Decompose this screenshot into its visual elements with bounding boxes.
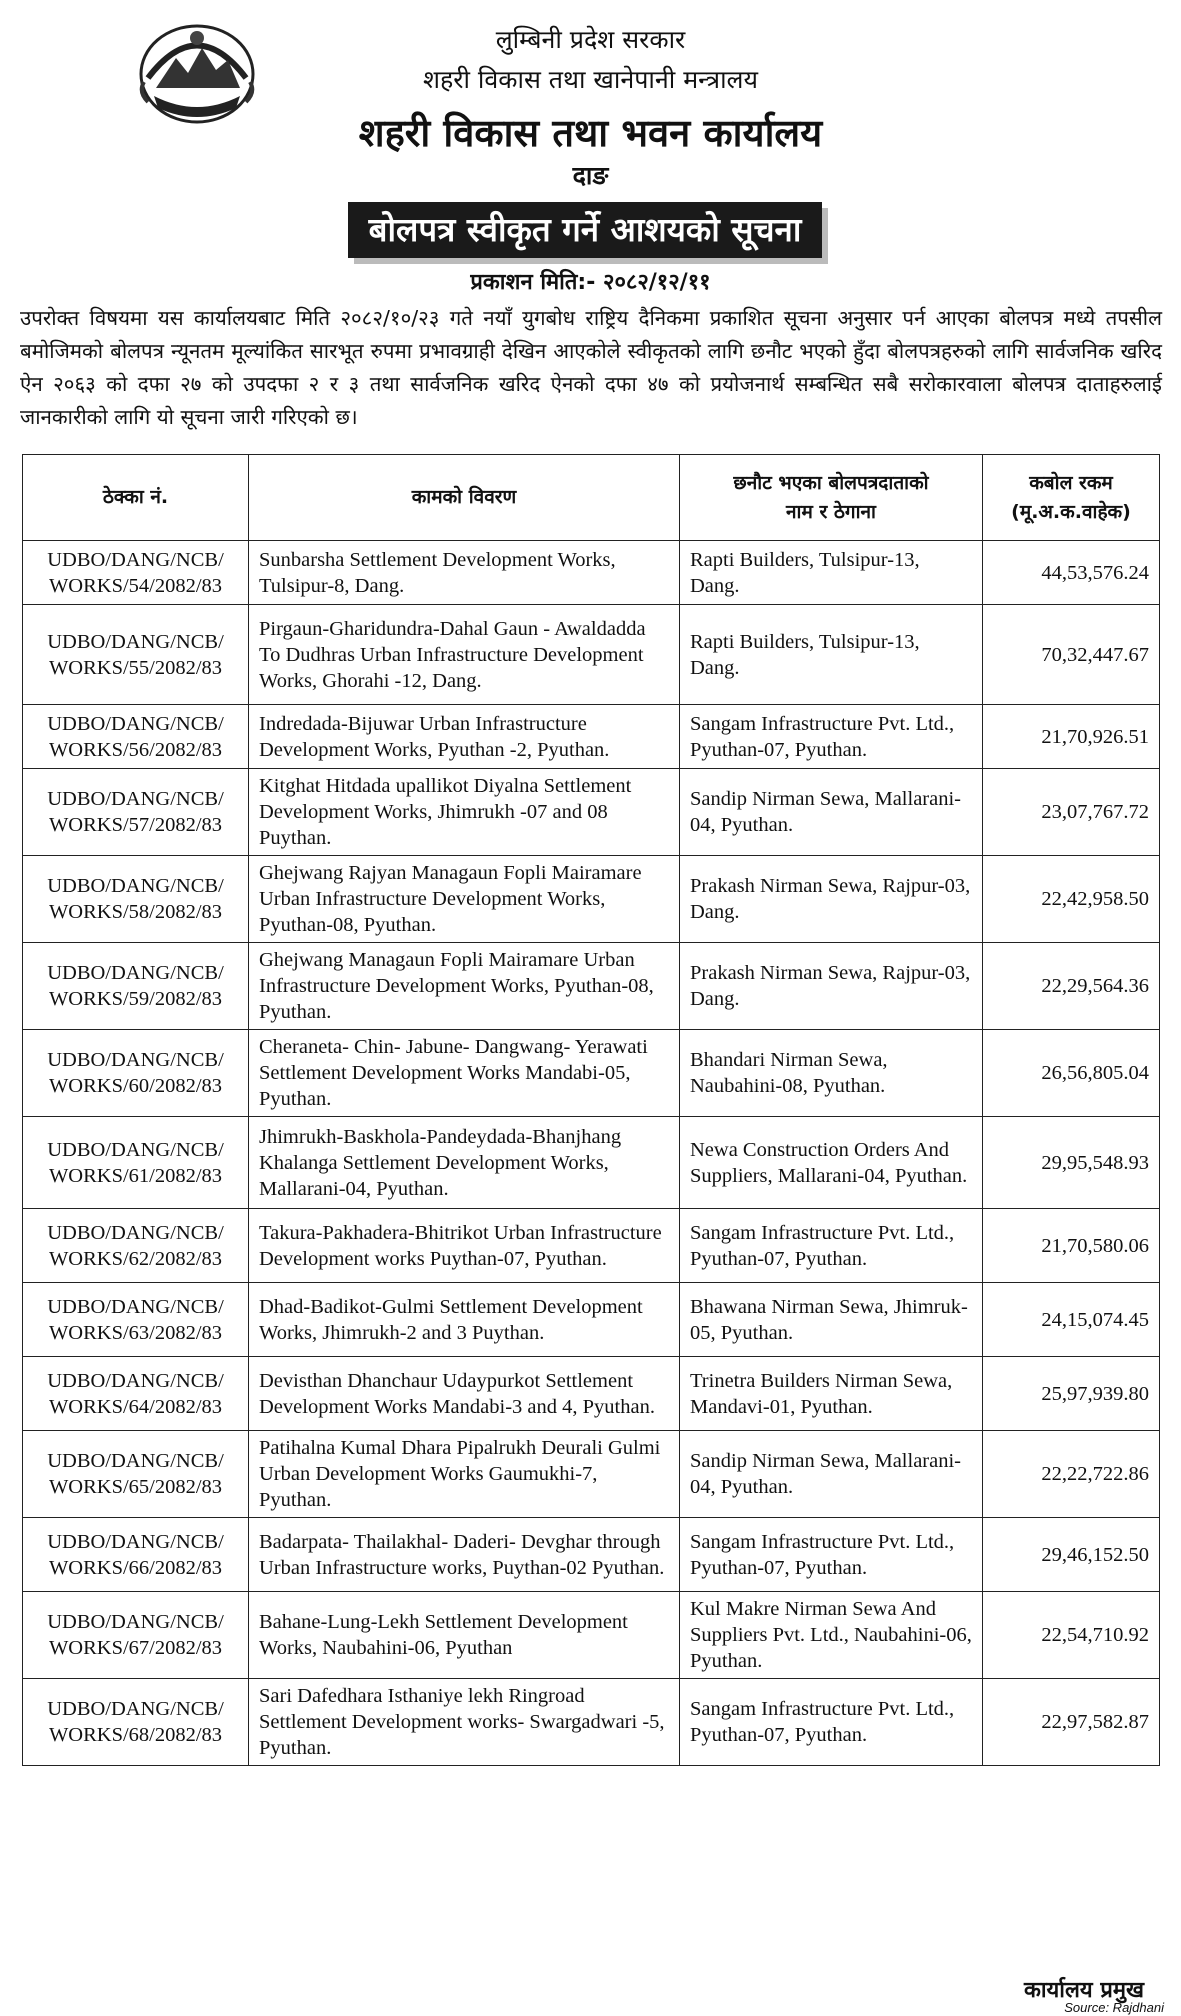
- table-row: [23, 1357, 1160, 1431]
- table-row: [23, 1283, 1160, 1357]
- header-bidder: [680, 455, 983, 541]
- notice-title: बोलपत्र स्वीकृत गर्ने आशयको सूचना: [348, 202, 822, 258]
- contract-no-cell: [23, 769, 249, 856]
- source-credit: Source: Rajdhani: [1064, 2000, 1164, 2015]
- contract-no-line2: WORKS/63/2082/83: [48, 1321, 223, 1344]
- description-cell: Sari Dafedhara Isthaniye lekh Ringroad Settlement Development works- Swargadwari -5, Pyuthan.: [249, 1679, 680, 1766]
- bidder-cell: Sangam Infrastructure Pvt. Ltd., Pyuthan-07, Pyuthan.: [680, 1209, 983, 1283]
- description-cell: Bahane-Lung-Lekh Settlement Development Works, Naubahini-06, Pyuthan: [249, 1592, 680, 1679]
- amount-cell: 23,07,767.72: [983, 769, 1160, 856]
- amount-cell: 22,29,564.36: [983, 943, 1160, 1030]
- contract-no-line2: WORKS/58/2082/83: [48, 901, 223, 923]
- amount-cell: 24,15,074.45: [983, 1283, 1160, 1357]
- contract-no-line1: UDBO/DANG/NCB/: [47, 630, 224, 653]
- contract-no-line2: WORKS/62/2082/83: [48, 1247, 223, 1270]
- header-amount-line2: (मू.अ.क.वाहेक): [1011, 500, 1131, 523]
- bidder-cell: Prakash Nirman Sewa, Rajpur-03, Dang.: [680, 856, 983, 943]
- amount-cell: 29,46,152.50: [983, 1518, 1160, 1592]
- bidder-cell: Sangam Infrastructure Pvt. Ltd., Pyuthan-07, Pyuthan.: [680, 705, 983, 769]
- bidder-cell: Sangam Infrastructure Pvt. Ltd., Pyuthan-07, Pyuthan.: [680, 1518, 983, 1592]
- table-row: [23, 1117, 1160, 1209]
- amount-cell: 29,95,548.93: [983, 1117, 1160, 1209]
- table-row: [23, 1030, 1160, 1117]
- contract-no-line1: UDBO/DANG/NCB/: [47, 1611, 224, 1633]
- contract-no-line2: WORKS/68/2082/83: [48, 1724, 223, 1746]
- header-bidder-line1: छनौट भएका बोलपत्रदाताको: [733, 471, 929, 494]
- signatory: कार्यालय प्रमुख: [1023, 1978, 1144, 2003]
- contract-no-line2: WORKS/61/2082/83: [48, 1164, 223, 1187]
- table-row: [23, 541, 1160, 605]
- district-name: दाङ: [572, 161, 609, 190]
- contract-no-line2: WORKS/55/2082/83: [48, 656, 223, 679]
- contract-no-line1: UDBO/DANG/NCB/: [47, 548, 224, 571]
- contract-no-line2: WORKS/54/2082/83: [48, 574, 223, 597]
- government-name: लुम्बिनी प्रदेश सरकार: [495, 25, 686, 54]
- description-cell: Patihalna Kumal Dhara Pipalrukh Deurali Gulmi Urban Development Works Gaumukhi-7, Pyuthan.: [249, 1431, 680, 1518]
- description-cell: Sunbarsha Settlement Development Works, Tulsipur-8, Dang.: [249, 541, 680, 605]
- description-cell: Indredada-Bijuwar Urban Infrastructure Development Works, Pyuthan -2, Pyuthan.: [249, 705, 680, 769]
- contract-no-line1: UDBO/DANG/NCB/: [47, 788, 224, 810]
- table-row: [23, 605, 1160, 705]
- bidder-cell: Rapti Builders, Tulsipur-13, Dang.: [680, 605, 983, 705]
- contract-no-line2: WORKS/66/2082/83: [48, 1556, 223, 1579]
- intro-paragraph: उपरोक्त विषयमा यस कार्यालयबाट मिति २०८२/१०/२३ गते नयाँ युगबोध राष्ट्रिय दैनिकमा प्रकाशित सूचना अनुसार पर्न आएका बोलपत्र मध्ये तपसील बमोजिमको बोलपत्र न्यूनतम मूल्यांकित सारभूत रुपमा प्रभावग्राही देखिन आएकोले स्वीकृतको लागि छनौट भएको हुँदा बोलपत्रहरुको लागि सार्वजनिक खरिद ऐन २०६३ को दफा २७ को उपदफा २ र ३ तथा सार्वजनिक खरिद ऐनको दफा ४७ को प्रयोजनार्थ सम्बन्धित सबै सरोकारवाला बोलपत्र दाताहरुलाई जानकारीको लागि यो सूचना जारी गरिएको छ।: [20, 306, 1162, 429]
- description-cell: Ghejwang Rajyan Managaun Fopli Mairamare Urban Infrastructure Development Works, Pyuthan-08, Pyuthan.: [249, 856, 680, 943]
- bidder-cell: Bhandari Nirman Sewa, Naubahini-08, Pyuthan.: [680, 1030, 983, 1117]
- contract-no-line2: WORKS/64/2082/83: [48, 1395, 223, 1418]
- table-row: [23, 1592, 1160, 1679]
- contract-no-line1: UDBO/DANG/NCB/: [47, 1221, 224, 1244]
- bidder-cell: Newa Construction Orders And Suppliers, Mallarani-04, Pyuthan.: [680, 1117, 983, 1209]
- bidder-cell: Trinetra Builders Nirman Sewa, Mandavi-01, Pyuthan.: [680, 1357, 983, 1431]
- amount-cell: 44,53,576.24: [983, 541, 1160, 605]
- description-cell: Ghejwang Managaun Fopli Mairamare Urban Infrastructure Development Works, Pyuthan-08, Pyuthan.: [249, 943, 680, 1030]
- bidder-cell: Sandip Nirman Sewa, Mallarani-04, Pyuthan.: [680, 1431, 983, 1518]
- contract-no-line1: UDBO/DANG/NCB/: [47, 1530, 224, 1553]
- header-amount-line1: कबोल रकम: [1029, 471, 1113, 494]
- description-cell: Badarpata- Thailakhal- Daderi- Devghar through Urban Infrastructure works, Puythan-02 Pyuthan.: [249, 1518, 680, 1592]
- table-row: [23, 1209, 1160, 1283]
- header-contract-no: ठेक्का नं.: [23, 455, 249, 541]
- contract-no-line1: UDBO/DANG/NCB/: [47, 1450, 224, 1472]
- contract-no-line1: UDBO/DANG/NCB/: [47, 712, 224, 735]
- office-name: शहरी विकास तथा भवन कार्यालय: [358, 111, 823, 155]
- table-row: [23, 1431, 1160, 1518]
- table-row: [23, 856, 1160, 943]
- amount-cell: 22,42,958.50: [983, 856, 1160, 943]
- table-row: [23, 943, 1160, 1030]
- contract-no-line2: WORKS/65/2082/83: [48, 1476, 223, 1498]
- amount-cell: 22,22,722.86: [983, 1431, 1160, 1518]
- description-cell: Jhimrukh-Baskhola-Pandeydada-Bhanjhang Khalanga Settlement Development Works, Mallarani-04, Pyuthan.: [249, 1117, 680, 1209]
- bidder-cell: Rapti Builders, Tulsipur-13, Dang.: [680, 541, 983, 605]
- amount-cell: 26,56,805.04: [983, 1030, 1160, 1117]
- contract-no-line2: WORKS/60/2082/83: [48, 1075, 223, 1097]
- table-row: [23, 1518, 1160, 1592]
- contract-no-line1: UDBO/DANG/NCB/: [47, 1369, 224, 1392]
- contract-no-cell: [23, 856, 249, 943]
- contract-no-line2: WORKS/59/2082/83: [48, 988, 223, 1010]
- contract-no-cell: [23, 1283, 249, 1357]
- amount-cell: 22,97,582.87: [983, 1679, 1160, 1766]
- contract-no-line1: UDBO/DANG/NCB/: [47, 875, 224, 897]
- bidder-cell: Sandip Nirman Sewa, Mallarani-04, Pyuthan.: [680, 769, 983, 856]
- amount-cell: 21,70,580.06: [983, 1209, 1160, 1283]
- description-cell: Kitghat Hitdada upallikot Diyalna Settlement Development Works, Jhimrukh -07 and 08 Puythan.: [249, 769, 680, 856]
- ministry-name: शहरी विकास तथा खानेपानी मन्त्रालय: [422, 65, 759, 94]
- contract-no-line1: UDBO/DANG/NCB/: [47, 1698, 224, 1720]
- amount-cell: 70,32,447.67: [983, 605, 1160, 705]
- description-cell: Cheraneta- Chin- Jabune- Dangwang- Yerawati Settlement Development Works Mandabi-05, Pyuthan.: [249, 1030, 680, 1117]
- contract-no-line1: UDBO/DANG/NCB/: [47, 1295, 224, 1318]
- contract-no-cell: [23, 943, 249, 1030]
- header-description: कामको विवरण: [249, 455, 680, 541]
- bidder-cell: Kul Makre Nirman Sewa And Suppliers Pvt. Ltd., Naubahini-06, Pyuthan.: [680, 1592, 983, 1679]
- contract-no-line1: UDBO/DANG/NCB/: [47, 1049, 224, 1071]
- description-cell: Takura-Pakhadera-Bhitrikot Urban Infrastructure Development works Puythan-07, Pyuthan.: [249, 1209, 680, 1283]
- contract-no-line1: UDBO/DANG/NCB/: [47, 962, 224, 984]
- publication-date: प्रकाशन मिति:- २०८२/१२/११: [470, 270, 711, 295]
- bidder-cell: Sangam Infrastructure Pvt. Ltd., Pyuthan-07, Pyuthan.: [680, 1679, 983, 1766]
- amount-cell: 25,97,939.80: [983, 1357, 1160, 1431]
- contract-no-line2: WORKS/67/2082/83: [48, 1637, 223, 1659]
- contract-no-cell: [23, 1592, 249, 1679]
- bidder-cell: Bhawana Nirman Sewa, Jhimruk-05, Pyuthan.: [680, 1283, 983, 1357]
- contract-no-cell: [23, 705, 249, 769]
- amount-cell: 21,70,926.51: [983, 705, 1160, 769]
- contract-no-cell: [23, 541, 249, 605]
- contract-no-line1: UDBO/DANG/NCB/: [47, 1138, 224, 1161]
- amount-cell: 22,54,710.92: [983, 1592, 1160, 1679]
- bidder-cell: Prakash Nirman Sewa, Rajpur-03, Dang.: [680, 943, 983, 1030]
- contract-no-cell: [23, 1117, 249, 1209]
- contract-no-cell: [23, 1209, 249, 1283]
- contract-no-cell: [23, 1518, 249, 1592]
- header-bidder-line2: नाम र ठेगाना: [786, 500, 876, 523]
- contract-no-cell: [23, 1679, 249, 1766]
- description-cell: Pirgaun-Gharidundra-Dahal Gaun - Awaldadda To Dudhras Urban Infrastructure Development Works, Ghorahi -12, Dang.: [249, 605, 680, 705]
- description-cell: Dhad-Badikot-Gulmi Settlement Development Works, Jhimrukh-2 and 3 Puythan.: [249, 1283, 680, 1357]
- contract-no-cell: [23, 605, 249, 705]
- description-cell: Devisthan Dhanchaur Udaypurkot Settlement Development Works Mandabi-3 and 4, Pyuthan.: [249, 1357, 680, 1431]
- table-header-row: [23, 455, 1160, 541]
- contract-no-line2: WORKS/56/2082/83: [48, 738, 223, 761]
- bid-table: [22, 454, 1160, 1766]
- table-row: [23, 1679, 1160, 1766]
- table-row: [23, 769, 1160, 856]
- contract-no-cell: [23, 1030, 249, 1117]
- contract-no-line2: WORKS/57/2082/83: [48, 814, 223, 836]
- table-row: [23, 705, 1160, 769]
- header-amount: [983, 455, 1160, 541]
- contract-no-cell: [23, 1357, 249, 1431]
- contract-no-cell: [23, 1431, 249, 1518]
